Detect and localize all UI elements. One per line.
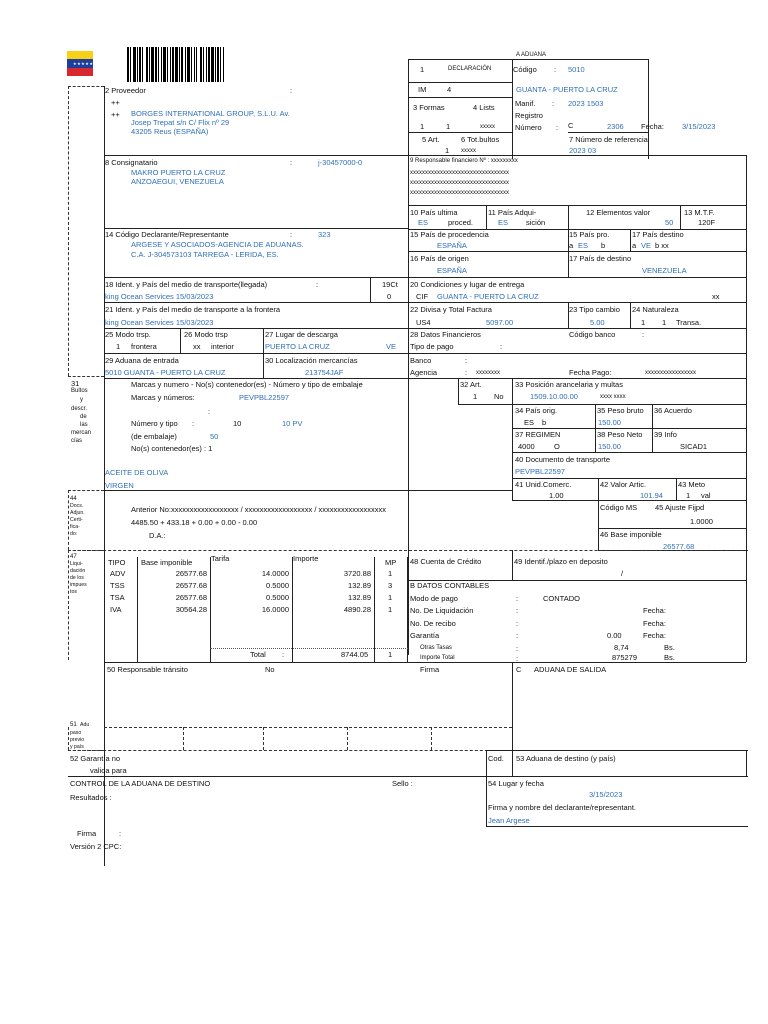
tax-cell-importe: 132.89 (348, 593, 371, 602)
tax-total: 8744.05 (341, 650, 369, 659)
manif-label: Manif. (515, 99, 536, 108)
registro-label: Registro (515, 111, 543, 120)
formas-label: 3 Formas (413, 103, 445, 112)
tax-cell-base: 26577.68 (175, 593, 207, 602)
tax-cell-tarifa: 16.0000 (261, 605, 289, 614)
tax-header-base: Base imponible (141, 558, 193, 567)
base-imponible-value: 26577.68 (663, 542, 695, 551)
goods-description-2: VIRGEN (105, 481, 134, 490)
tax-header-importe: Importe (293, 554, 319, 563)
tax-cell-tipo: IVA (110, 605, 122, 614)
responsable-label: 9 Responsable financiero Nº : xxxxxxxxx (410, 158, 518, 164)
tax-cell-tipo: TSS (110, 581, 125, 590)
proveedor-addr1: Josep Trepat s/n C/ Flix nº 29 (131, 118, 230, 127)
tax-cell-base: 26577.68 (175, 569, 207, 578)
numero-label: Número (515, 123, 542, 132)
tax-cell-mp: 1 (388, 569, 393, 578)
declarante-signature-name: Jean Argese (488, 816, 530, 825)
hs-code: 1509.10.00.00 (530, 392, 578, 401)
declarante-name: ARGESE Y ASOCIADOS-AGENCIA DE ADUANAS. (131, 240, 304, 249)
tax-cell-importe: 132.89 (348, 581, 371, 590)
tax-cell-tarifa: 0.5000 (266, 581, 289, 590)
proveedor-label: 2 Proveedor (105, 86, 146, 95)
declaracion-label: DECLARACIÓN (448, 66, 492, 72)
numero-value: 2306 (607, 122, 624, 131)
tax-cell-tipo: ADV (110, 569, 126, 578)
tax-cell-tipo: TSA (110, 593, 125, 602)
tax-header-tarifa: Tarifa (211, 554, 230, 563)
tax-cell-importe: 3720.88 (343, 569, 371, 578)
tax-header-tipo: TIPO (108, 558, 126, 567)
codigo-label: Código (513, 65, 537, 74)
tax-header-mp: MP (385, 558, 397, 567)
barcode (127, 47, 297, 82)
consignatario-label: 8 Consignatario (105, 158, 158, 167)
lugar-fecha-value: 3/15/2023 (589, 790, 623, 799)
tax-cell-tarifa: 0.5000 (266, 593, 289, 602)
venezuela-flag-icon: ★★★★★★★★ (67, 51, 93, 76)
ref-label: 7 Número de referencia (569, 135, 648, 144)
consignatario-addr: ANZOAEGUI, VENEZUELA (131, 177, 224, 186)
im-label: IM (418, 85, 427, 94)
tax-cell-base: 26577.68 (175, 581, 207, 590)
fecha-value: 3/15/2023 (682, 122, 716, 131)
tax-cell-mp: 3 (388, 581, 393, 590)
codigo-value: 5010 (568, 65, 585, 74)
box1-num: 1 (420, 65, 425, 74)
declarante-addr: C.A. J-304573103 TARREGA - LERIDA, ES. (131, 250, 279, 259)
goods-description-1: ACEITE DE OLIVA (105, 468, 169, 477)
tax-cell-mp: 1 (388, 605, 393, 614)
aduana-name: GUANTA - PUERTO LA CRUZ (516, 85, 618, 94)
barcode-bar (224, 47, 227, 82)
manif-value: 2023 1503 (568, 99, 604, 108)
consignatario-name: MAKRO PUERTO LA CRUZ (131, 168, 226, 177)
version-label: Versión 2 CPC: (70, 842, 122, 851)
ref-value: 2023 03 (569, 146, 597, 155)
proveedor-name: BORGES INTERNATIONAL GROUP, S.L.U. Av. (131, 109, 290, 118)
tax-cell-tarifa: 14.0000 (261, 569, 289, 578)
declarante-label: 14 Código Declarante/Representante (105, 230, 229, 239)
consignatario-rif: j-30457000-0 (318, 158, 363, 167)
aduana-header: A ADUANA (516, 52, 547, 58)
proveedor-addr2: 43205 Reus (ESPAÑA) (131, 127, 209, 136)
tax-cell-importe: 4890.28 (343, 605, 371, 614)
control-label: CONTROL DE LA ADUANA DE DESTINO (70, 779, 211, 788)
tax-cell-mp: 1 (388, 593, 393, 602)
lists-label: 4 Lists (473, 103, 495, 112)
tax-cell-base: 30564.28 (175, 605, 207, 614)
